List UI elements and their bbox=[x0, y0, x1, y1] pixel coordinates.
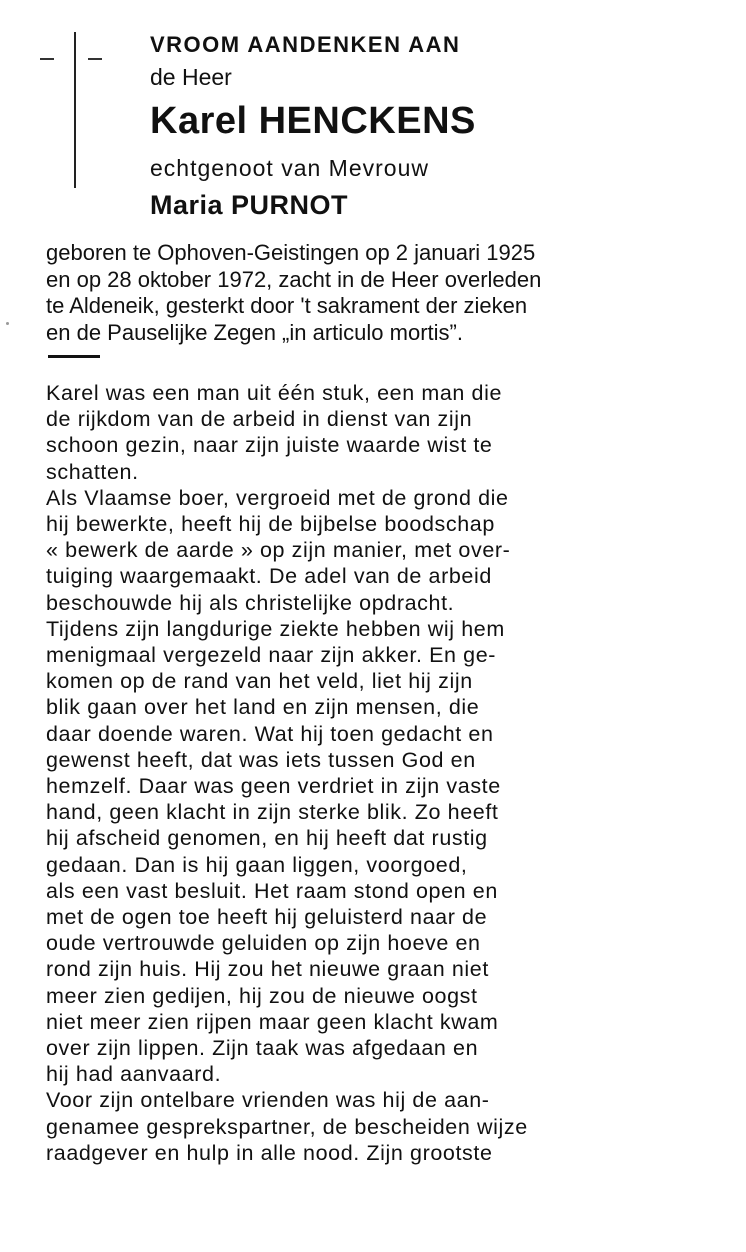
eulogy-line: de rijkdom van de arbeid in dienst van zijn bbox=[46, 407, 473, 432]
eulogy-line: hij afscheid genomen, en hij heeft dat rustig bbox=[46, 826, 488, 851]
margin-rule bbox=[74, 32, 76, 188]
speck bbox=[6, 322, 9, 325]
eulogy-line: Tijdens zijn langdurige ziekte hebben wij hem bbox=[46, 616, 505, 641]
intro-line: en de Pauselijke Zegen „in articulo mortis”. bbox=[46, 319, 463, 345]
eulogy-line: daar doende waren. Wat hij toen gedacht en bbox=[46, 721, 494, 746]
eulogy-line: menigmaal vergezeld naar zijn akker. En ge- bbox=[46, 643, 497, 668]
margin-tick-left bbox=[40, 58, 54, 60]
eulogy-line: hemzelf. Daar was geen verdriet in zijn vaste bbox=[46, 774, 501, 799]
eulogy-line: hij bewerkte, heeft hij de bijbelse boodschap bbox=[46, 512, 495, 537]
intro-line: geboren te Ophoven-Geistingen op 2 januari 1925 bbox=[46, 240, 536, 265]
eulogy-line: beschouwde hij als christelijke opdracht. bbox=[46, 590, 455, 615]
eulogy-line: hand, geen klacht in zijn sterke blik. Zo heeft bbox=[46, 800, 499, 825]
honorific: de Heer bbox=[150, 64, 232, 90]
eulogy-line: niet meer zien rijpen maar geen klacht kwam bbox=[46, 1009, 499, 1034]
eulogy-line: gedaan. Dan is hij gaan liggen, voorgoed, bbox=[46, 852, 468, 877]
eulogy-line: Voor zijn ontelbare vrienden was hij de aan- bbox=[46, 1088, 490, 1113]
eulogy-line: tuiging waargemaakt. De adel van de arbeid bbox=[46, 564, 492, 589]
eulogy-line: komen op de rand van het veld, liet hij zijn bbox=[46, 669, 473, 694]
eulogy-line: Karel was een man uit één stuk, een man die bbox=[46, 381, 503, 405]
intro-line: en op 28 oktober 1972, zacht in de Heer overleden bbox=[46, 266, 542, 292]
eulogy-line: schoon gezin, naar zijn juiste waarde wist te bbox=[46, 433, 493, 458]
eulogy-line: oude vertrouwde geluiden op zijn hoeve en bbox=[46, 931, 481, 956]
eulogy-line: schatten. bbox=[46, 459, 139, 484]
eulogy-line: « bewerk de aarde » op zijn manier, met over- bbox=[46, 538, 511, 563]
eulogy-line: blik gaan over het land en zijn mensen, die bbox=[46, 695, 480, 720]
deceased-name: Karel HENCKENS bbox=[150, 100, 476, 142]
eulogy-line: Als Vlaamse boer, vergroeid met de grond die bbox=[46, 485, 509, 510]
eulogy-line: meer zien gedijen, hij zou de nieuwe oogst bbox=[46, 983, 478, 1008]
eulogy-text bbox=[46, 380, 528, 1166]
eulogy-line: gewenst heeft, dat was iets tussen God en bbox=[46, 747, 476, 772]
eulogy-line: genamee gesprekspartner, de bescheiden wijze bbox=[46, 1114, 528, 1139]
eulogy-line: rond zijn huis. Hij zou het nieuwe graan niet bbox=[46, 957, 489, 982]
intro-line: te Aldeneik, gesterkt door 't sakrament der zieken bbox=[46, 293, 528, 318]
eulogy-line: raadgever en hulp in alle nood. Zijn grootste bbox=[46, 1140, 493, 1165]
eulogy-line: als een vast besluit. Het raam stond open en bbox=[46, 878, 498, 903]
eulogy-line: over zijn lippen. Zijn taak was afgedaan en bbox=[46, 1036, 479, 1061]
spouse-name: Maria PURNOT bbox=[150, 190, 349, 220]
section-divider bbox=[48, 355, 100, 358]
intro-paragraph bbox=[46, 240, 541, 346]
spouse-intro: echtgenoot van Mevrouw bbox=[150, 155, 429, 181]
eulogy-line: hij had aanvaard. bbox=[46, 1062, 222, 1087]
card-title: VROOM AANDENKEN AAN bbox=[150, 32, 461, 57]
eulogy-line: met de ogen toe heeft hij geluisterd naar de bbox=[46, 905, 488, 930]
margin-tick-right bbox=[88, 58, 102, 60]
